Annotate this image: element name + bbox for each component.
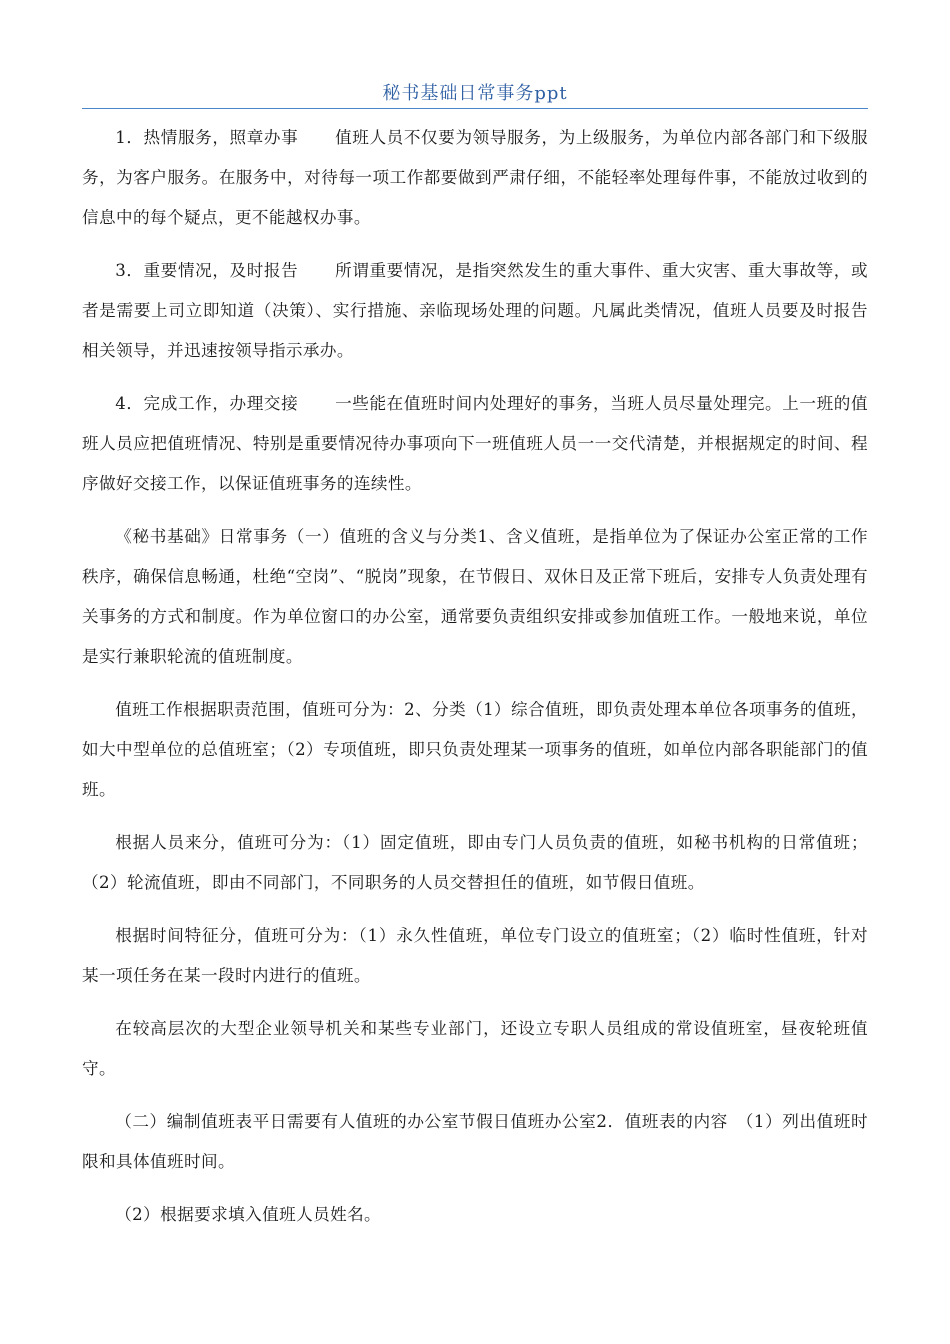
- paragraph-duty-service: [82, 118, 868, 238]
- page-header: [82, 80, 868, 109]
- paragraph-text: （2）根据要求填入值班人员姓名。: [115, 1205, 382, 1224]
- paragraph-classification-scope: [82, 690, 868, 810]
- paragraph-definition: [82, 517, 868, 677]
- paragraph-text: 根据人员来分，值班可分为：（1）固定值班，即由专门人员负责的值班，如秘书机构的日常值班；（2）轮流值班，即由不同部门，不同职务的人员交替担任的值班，如节假日值班。: [82, 833, 868, 892]
- paragraph-schedule-names: [82, 1195, 868, 1235]
- paragraph-text: 值班工作根据职责范围，值班可分为：2、分类（1）综合值班，即负责处理本单位各项事务的值班，如大中型单位的总值班室；（2）专项值班，即只负责处理某一项事务的值班，如单位内部各职能部门的值班。: [82, 700, 868, 799]
- paragraph-classification-time: [82, 916, 868, 996]
- document-title: 秘书基础日常事务ppt: [382, 83, 568, 104]
- paragraph-schedule: [82, 1102, 868, 1182]
- paragraph-text: 在较高层次的大型企业领导机关和某些专业部门，还设立专职人员组成的常设值班室，昼夜轮班值守。: [82, 1019, 868, 1078]
- paragraph-text: 一些能在值班时间内处理好的事务，当班人员尽量处理完。上一班的值班人员应把值班情况、特别是重要情况待办事项向下一班值班人员一一交代清楚，并根据规定的时间、程序做好交接工作，以保证值班事务的连续性。: [82, 394, 868, 493]
- paragraph-text: （二）编制值班表平日需要有人值班的办公室节假日值班办公室2．值班表的内容 （1）列出值班时限和具体值班时间。: [82, 1112, 868, 1171]
- paragraph-permanent-office: [82, 1009, 868, 1089]
- paragraph-heading: 3．重要情况，及时报告: [115, 261, 299, 280]
- paragraph-heading: 1．热情服务，照章办事: [115, 128, 299, 147]
- paragraph-text: 所谓重要情况，是指突然发生的重大事件、重大灾害、重大事故等，或者是需要上司立即知道（决策）、实行措施、亲临现场处理的问题。凡属此类情况，值班人员要及时报告相关领导，并迅速按领导指示承办。: [82, 261, 868, 360]
- paragraph-classification-personnel: [82, 823, 868, 903]
- document-body: [82, 118, 868, 1248]
- paragraph-heading: 4．完成工作，办理交接: [115, 394, 299, 413]
- paragraph-duty-report: [82, 251, 868, 371]
- paragraph-text: 值班人员不仅要为领导服务，为上级服务，为单位内部各部门和下级服务，为客户服务。在服务中，对待每一项工作都要做到严肃仔细，不能轻率处理每件事，不能放过收到的信息中的每个疑点，更不能越权办事。: [82, 128, 868, 227]
- paragraph-text: 《秘书基础》日常事务（一）值班的含义与分类1、含义值班，是指单位为了保证办公室正常的工作秩序，确保信息畅通，杜绝“空岗”、“脱岗”现象，在节假日、双休日及正常下班后，安排专人负责处理有关事务的方式和制度。作为单位窗口的办公室，通常要负责组织安排或参加值班工作。一般地来说，单位是实行兼职轮流的值班制度。: [82, 527, 868, 666]
- paragraph-duty-handover: [82, 384, 868, 504]
- paragraph-text: 根据时间特征分，值班可分为：（1）永久性值班，单位专门设立的值班室；（2）临时性值班，针对某一项任务在某一段时内进行的值班。: [82, 926, 868, 985]
